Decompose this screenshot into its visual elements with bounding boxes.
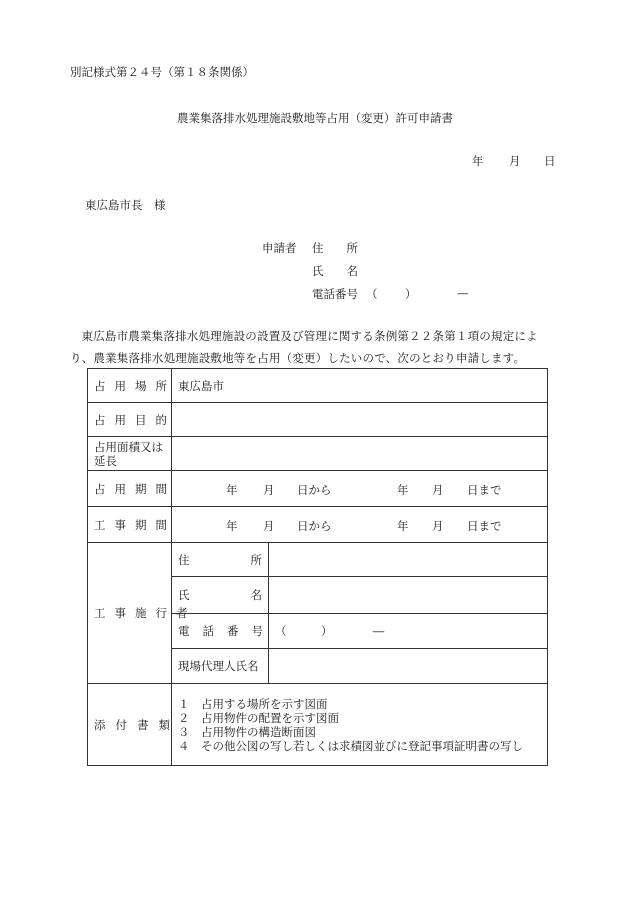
applicant-phone-label: 電話番号: [312, 287, 358, 301]
contractor-phone-value[interactable]: （ ） ―: [269, 614, 548, 649]
period-until: 日まで: [467, 483, 502, 497]
attachment-item: ３ 占用物件の構造断面図: [178, 724, 316, 739]
construction-period-label: 工事期間: [94, 517, 176, 532]
purpose-value[interactable]: [172, 403, 548, 437]
area-value[interactable]: [172, 437, 548, 471]
location-value[interactable]: 東広島市: [172, 369, 548, 403]
period-year: 年: [397, 519, 409, 533]
period-year: 年: [226, 519, 238, 533]
period-month: 月: [263, 483, 275, 497]
contractor-name-value[interactable]: [269, 577, 548, 614]
contractor-address-label-text: 住 所: [178, 552, 262, 567]
contractor-phone-label: 電話番号: [178, 624, 276, 638]
application-statement: 東広島市農業集落排水処理施設の設置及び管理に関する条例第２２条第１項の規定により、農業集落排水処理施設敷地等を占用（変更）したいので、次のとおり申請します。: [70, 329, 538, 365]
contractor-address-label: [178, 552, 262, 568]
attachments-label: 添付書類: [94, 717, 180, 732]
table-row-location: [88, 369, 548, 403]
date-year-label: 年: [472, 154, 484, 168]
construction-period-value[interactable]: [172, 507, 548, 543]
location-label: 占用場所: [94, 378, 176, 393]
addressee: 東広島市長 様: [85, 198, 166, 212]
occupancy-period-value[interactable]: [172, 471, 548, 507]
attachment-item: １ 占用する場所を示す図面: [178, 696, 328, 711]
period-month: 月: [432, 483, 444, 497]
table-row-construction-period: [88, 507, 548, 543]
attachment-item: ４ その他公図の写し若しくは求積図並びに登記事項証明書の写し: [178, 738, 523, 753]
applicant-address-label: 住 所: [312, 241, 358, 255]
contractor-label: 工事施行者: [94, 606, 197, 620]
period-from: 日から: [297, 519, 332, 533]
page-title: 農業集落排水処理施設敷地等占用（変更）許可申請書: [177, 111, 453, 125]
table-row-purpose: [88, 403, 548, 437]
contractor-name-label: [178, 587, 262, 603]
table-row-area: [88, 437, 548, 471]
applicant-phone-close: ）: [405, 287, 417, 301]
form-number: 別記様式第２４号（第１８条関係）: [70, 65, 254, 79]
period-year: 年: [397, 483, 409, 497]
contractor-name-label-text: 氏 名: [178, 588, 262, 602]
attachments-list: [172, 684, 548, 766]
period-month: 月: [263, 519, 275, 533]
period-month: 月: [432, 519, 444, 533]
contractor-address-value[interactable]: [269, 543, 548, 577]
applicant-label: 申請者: [262, 241, 297, 255]
table-row-contractor-address: [88, 543, 548, 577]
purpose-label: 占用目的: [94, 412, 176, 427]
application-table: [87, 368, 548, 766]
period-from: 日から: [297, 483, 332, 497]
site-agent-value[interactable]: [269, 649, 548, 684]
table-row-attachments: [88, 684, 548, 766]
attachment-item: ２ 占用物件の配置を示す図面: [178, 710, 339, 725]
table-row-occupancy-period: [88, 471, 548, 507]
applicant-phone-dash: —: [457, 286, 469, 300]
period-until: 日まで: [467, 519, 502, 533]
applicant-name-label: 氏 名: [312, 264, 358, 278]
site-agent-label: 現場代理人氏名: [172, 649, 269, 684]
applicant-phone-open: （: [366, 287, 378, 301]
period-year: 年: [226, 483, 238, 497]
occupancy-period-label: 占用期間: [94, 481, 176, 496]
date-day-label: 日: [544, 154, 556, 168]
date-month-label: 月: [509, 154, 521, 168]
area-label: 占用面積又は延長: [88, 437, 172, 471]
